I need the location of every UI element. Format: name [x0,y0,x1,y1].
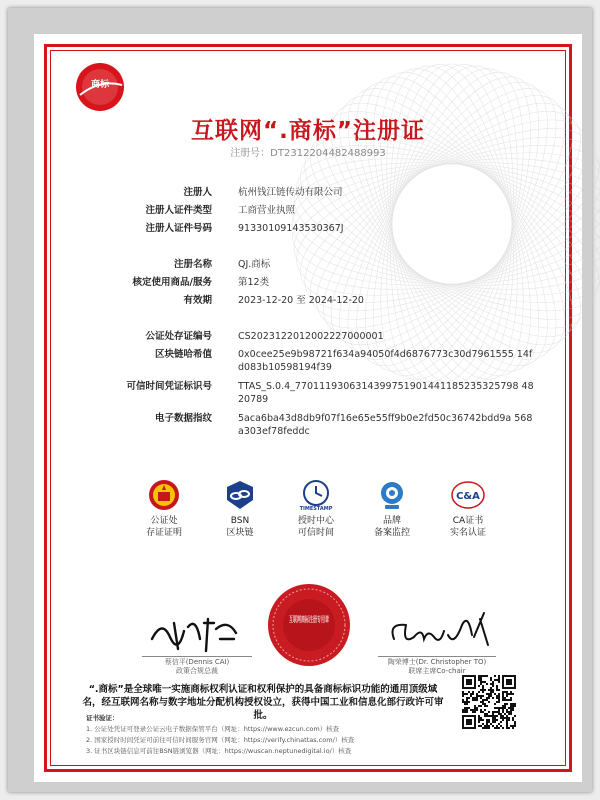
field-value: 91330109143530367J [238,223,344,234]
camera-monitor-icon [375,478,409,512]
signature-left-line [142,656,252,657]
signer-left-title: 政策合规总裁 [176,667,218,675]
field-label: 电子数据指纹 [154,413,212,424]
field-label: 区块链哈希值 [154,349,212,360]
certificate-title: 互联网“.商标”注册证 [191,118,425,144]
field-label: 注册人 [183,187,212,198]
official-seal [266,582,352,668]
partner-line1: 公证处 [150,516,178,526]
field-label: 注册人证件号码 [145,223,212,234]
field-value: 杭州钱江链传动有限公司 [238,187,343,198]
field-value: 0x0cee25e9b98721f634a94050f4d6876773c30d7961555 14fd083b10598194f39 [238,349,533,373]
timestamp-icon [296,478,336,512]
field-value: QJ.商标 [238,259,271,270]
field-label: 可信时间凭证标识号 [126,381,212,392]
field-value: CS2023122012002227000001 [238,331,384,342]
signature-right [384,607,494,657]
signer-right-title: 联席主席Co-chair [408,667,466,675]
field-value: 工商营业执照 [238,205,296,216]
certificate-intro: “.商标”是全球唯一实施商标权利认证和权利保护的具备商标标识功能的通用顶级域名，经互联网名称与数字地址分配机构授权设立，获得中国工业和信息化部行政许可审批。 [82,684,444,721]
notary-emblem-icon [147,478,181,512]
certificate-paper [34,34,582,782]
signer-right-name: 陶荣博士(Dr. Christopher TO) [387,658,487,666]
brand-logo-text: 商标 [90,80,110,90]
ca-certificate-icon [450,478,486,512]
field-label: 核定使用商品/服务 [132,277,212,288]
partner-line2: 实名认证 [449,528,486,538]
brand-logo-icon [72,59,128,115]
seal-text [289,614,329,624]
signer-right [367,658,507,676]
signature-left [144,609,244,659]
partner-line1: BSN [230,516,250,526]
signature-right-line [378,656,496,657]
partner-notary [134,478,194,539]
ca-badge-text: C&A [456,491,480,502]
partner-line1: 授时中心 [297,516,334,526]
signer-left [132,658,262,676]
verification-line: 1. 公证处凭证可登录公证云电子数据保管平台（网址：https://www.ezcun.com）核查 [86,725,340,733]
field-label: 公证处存证编号 [145,331,212,342]
qr-code[interactable] [462,675,516,729]
signer-left-name: 蔡信平(Dennis CAI) [164,658,230,666]
verification-line: 2. 国家授时时间凭证可前往可信时间服务官网（网址：https://verify.chinattas.com/）核查 [86,736,355,744]
partner-line2: 存证证明 [145,528,182,538]
timestamp-badge-text: TIMESTAMP [299,506,333,512]
partner-line1: CA证书 [452,516,484,526]
partner-icons [134,478,494,558]
verification-title: 证书验证： [86,714,119,722]
field-label: 有效期 [183,295,212,306]
field-value: 2023-12-20 至 2024-12-20 [238,295,364,306]
partner-line2: 备案监控 [373,528,410,538]
bsn-chain-icon [223,478,257,512]
registration-number: 注册号：DT2312204482488993 [230,148,386,159]
partner-bsn [210,478,270,539]
field-value: 5aca6ba43d8db9f07f16e65e55ff9b0e2fd50c36742bdd9a 568a303ef78feddc [238,413,533,437]
partner-line2: 可信时间 [297,528,334,538]
partner-timestamp [286,478,346,539]
partner-line1: 品牌 [382,516,401,526]
field-label: 注册名称 [173,259,212,270]
verification-line: 3. 证书区块链信息可前往BSN链浏览器（网址：https://wuscan.neptunedigital.io/）核查 [86,747,352,755]
certificate-frame [8,8,592,792]
partner-brand-monitor [362,478,422,539]
field-value: 第12类 [238,277,270,288]
partner-ca [438,478,498,539]
field-value: TTAS_S.0.4_7701119306314399751901441185235325798 4820789 [238,381,534,405]
field-label: 注册人证件类型 [145,205,212,216]
verification-section [86,713,456,757]
partner-line2: 区块链 [226,528,254,538]
